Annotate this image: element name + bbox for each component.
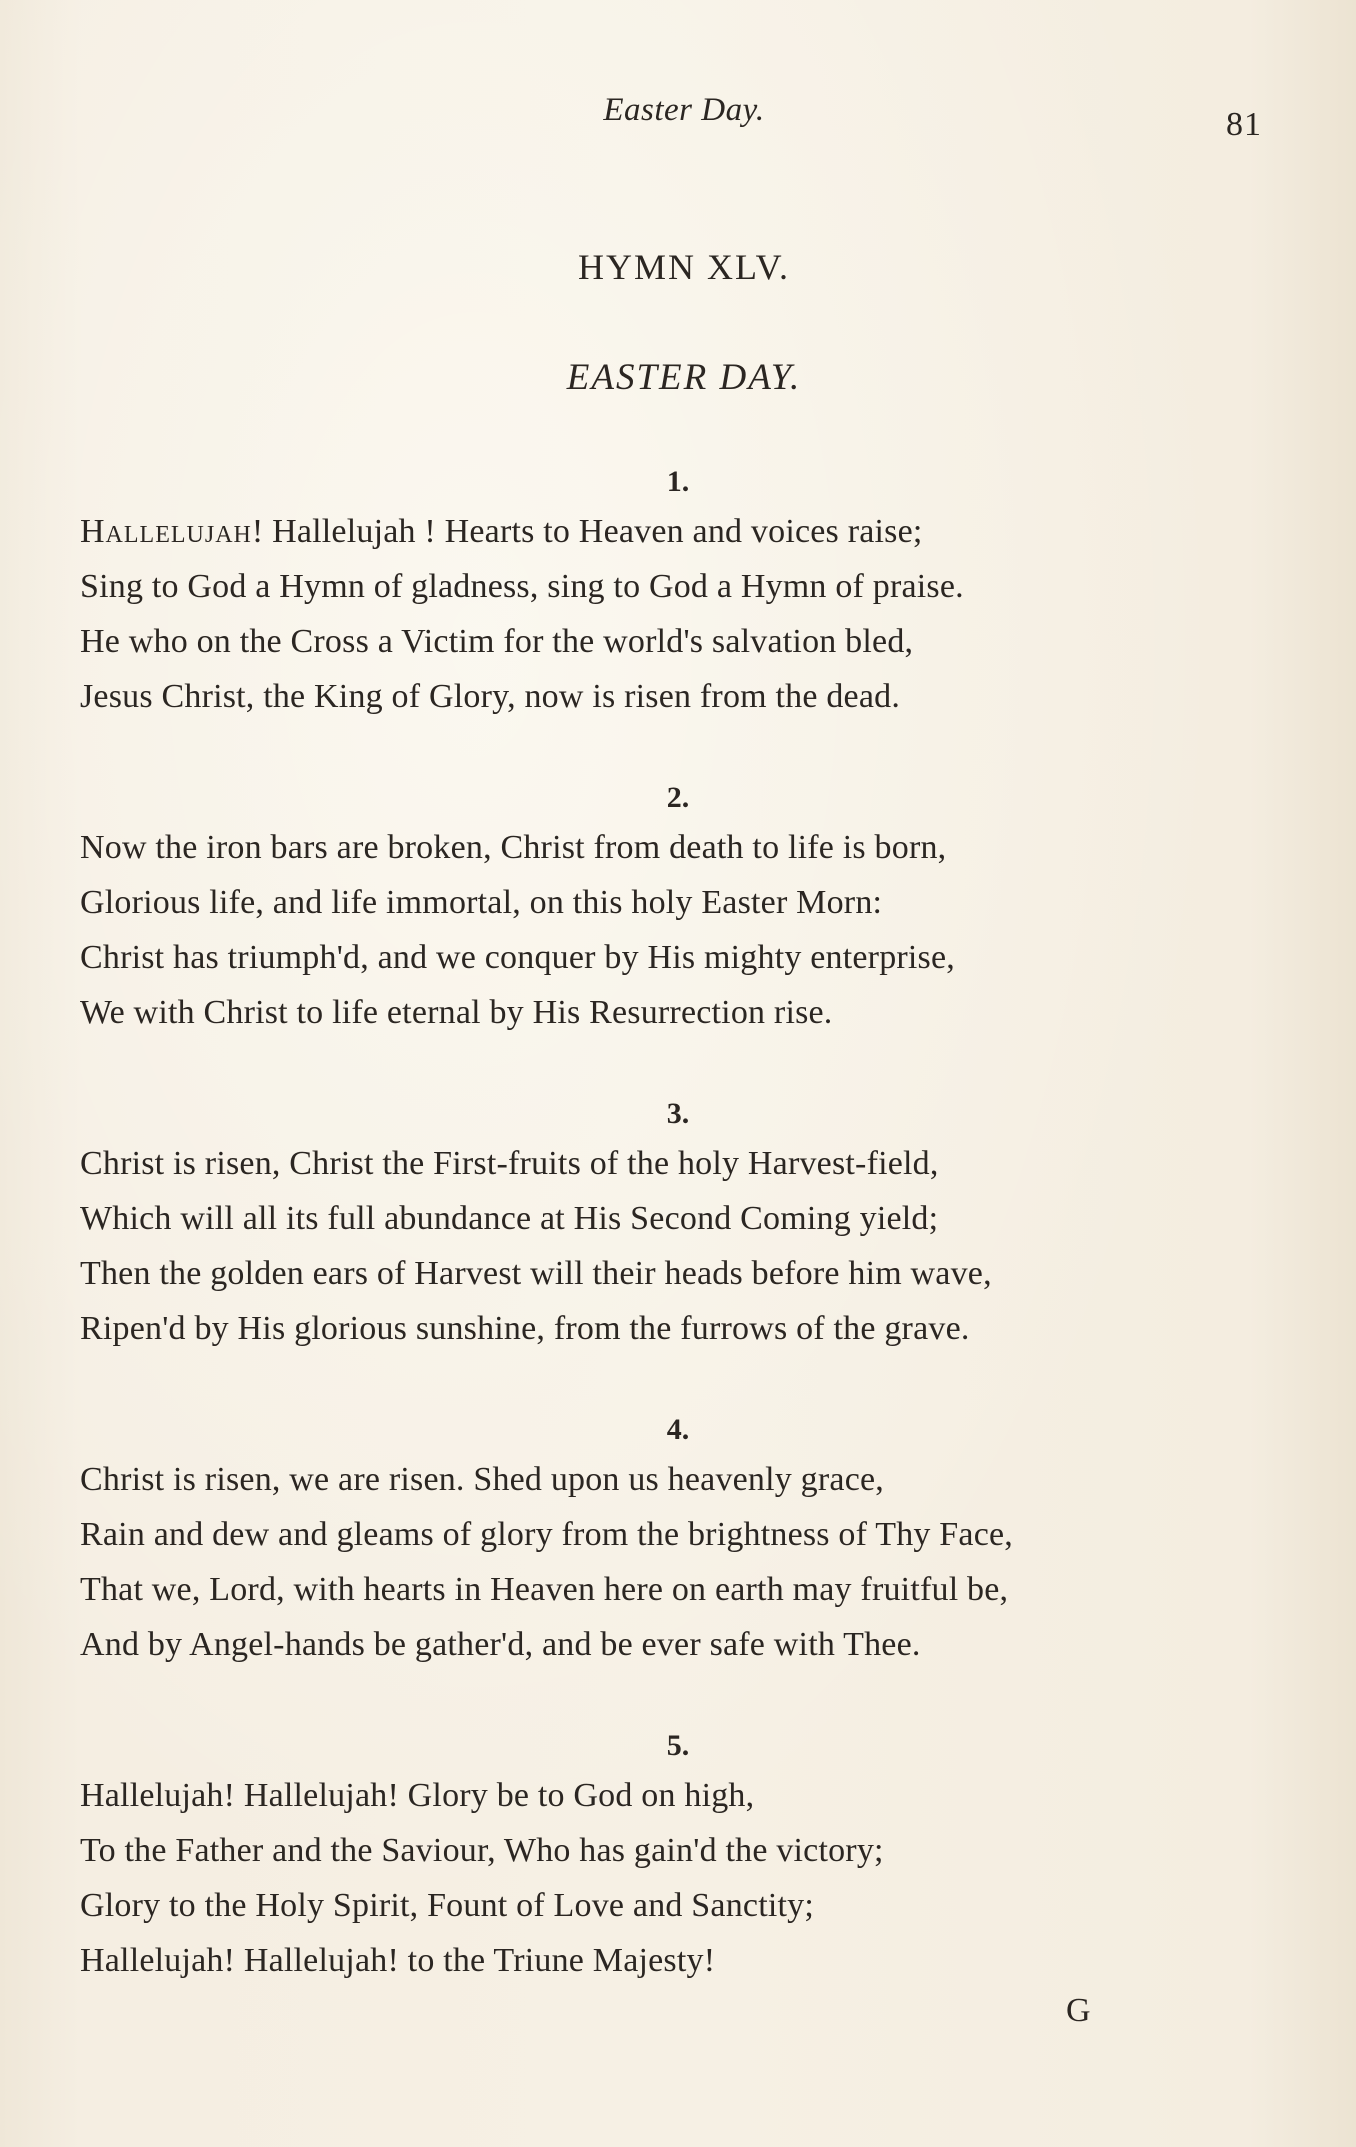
stanza-4 xyxy=(80,1408,1280,1672)
verse-line: Christ is risen, Christ the First-fruits of the holy Harvest-field, xyxy=(80,1145,939,1182)
verse-line: Then the golden ears of Harvest will their heads before him wave, xyxy=(80,1255,992,1292)
verse-line: Ripen'd by His glorious sunshine, from the furrows of the grave. xyxy=(80,1310,970,1347)
running-head: Easter Day. xyxy=(603,92,765,128)
stanza-number: 2. xyxy=(666,781,690,814)
stanza-5 xyxy=(80,1724,1280,1988)
verse-line: Christ is risen, we are risen. Shed upon us heavenly grace, xyxy=(80,1461,884,1498)
verse-line: Christ has triumph'd, and we conquer by His mighty enterprise, xyxy=(80,939,955,976)
stanza-number: 4. xyxy=(666,1413,690,1446)
verse-line: Rain and dew and gleams of glory from the brightness of Thy Face, xyxy=(80,1516,1013,1553)
verse-line: Hallelujah! Hallelujah! to the Triune Majesty! xyxy=(80,1942,716,1979)
page-number: 81 xyxy=(1226,106,1262,143)
verse-line: Now the iron bars are broken, Christ from death to life is born, xyxy=(80,829,947,866)
verse-line: That we, Lord, with hearts in Heaven here on earth may fruitful be, xyxy=(80,1571,1009,1608)
verse-line-text: ! Hallelujah ! Hearts to Heaven and voices raise; xyxy=(251,513,923,550)
verse-line: Glorious life, and life immortal, on this holy Easter Morn: xyxy=(80,884,883,921)
stanza-number: 5. xyxy=(666,1729,690,1762)
hymn-number: HYMN XLV. xyxy=(577,247,791,287)
stanza-number: 3. xyxy=(666,1097,690,1130)
verse-line: Glory to the Holy Spirit, Fount of Love and Sanctity; xyxy=(80,1887,814,1924)
verse-line: And by Angel-hands be gather'd, and be ever safe with Thee. xyxy=(80,1626,921,1663)
stanza-number: 1. xyxy=(666,465,690,498)
verse-line: Hallelujah! Hallelujah! Glory be to God on high, xyxy=(80,1777,755,1814)
verse-line: He who on the Cross a Victim for the world's salvation bled, xyxy=(80,623,914,660)
verse-line: Sing to God a Hymn of gladness, sing to God a Hymn of praise. xyxy=(80,568,964,605)
hymn-title: EASTER DAY. xyxy=(566,357,802,398)
signature-mark: G xyxy=(1066,1992,1091,2029)
verse-line xyxy=(80,504,1280,559)
stanza-3 xyxy=(80,1092,1280,1356)
verse-line: To the Father and the Saviour, Who has gain'd the victory; xyxy=(80,1832,884,1869)
verse-lead-word: Hallelujah xyxy=(80,513,252,550)
verse-line: Which will all its full abundance at His Second Coming yield; xyxy=(80,1200,939,1237)
stanza-1 xyxy=(80,460,1280,724)
verse-line: Jesus Christ, the King of Glory, now is risen from the dead. xyxy=(80,678,901,715)
verse-line: We with Christ to life eternal by His Resurrection rise. xyxy=(80,994,833,1031)
stanza-2 xyxy=(80,776,1280,1040)
